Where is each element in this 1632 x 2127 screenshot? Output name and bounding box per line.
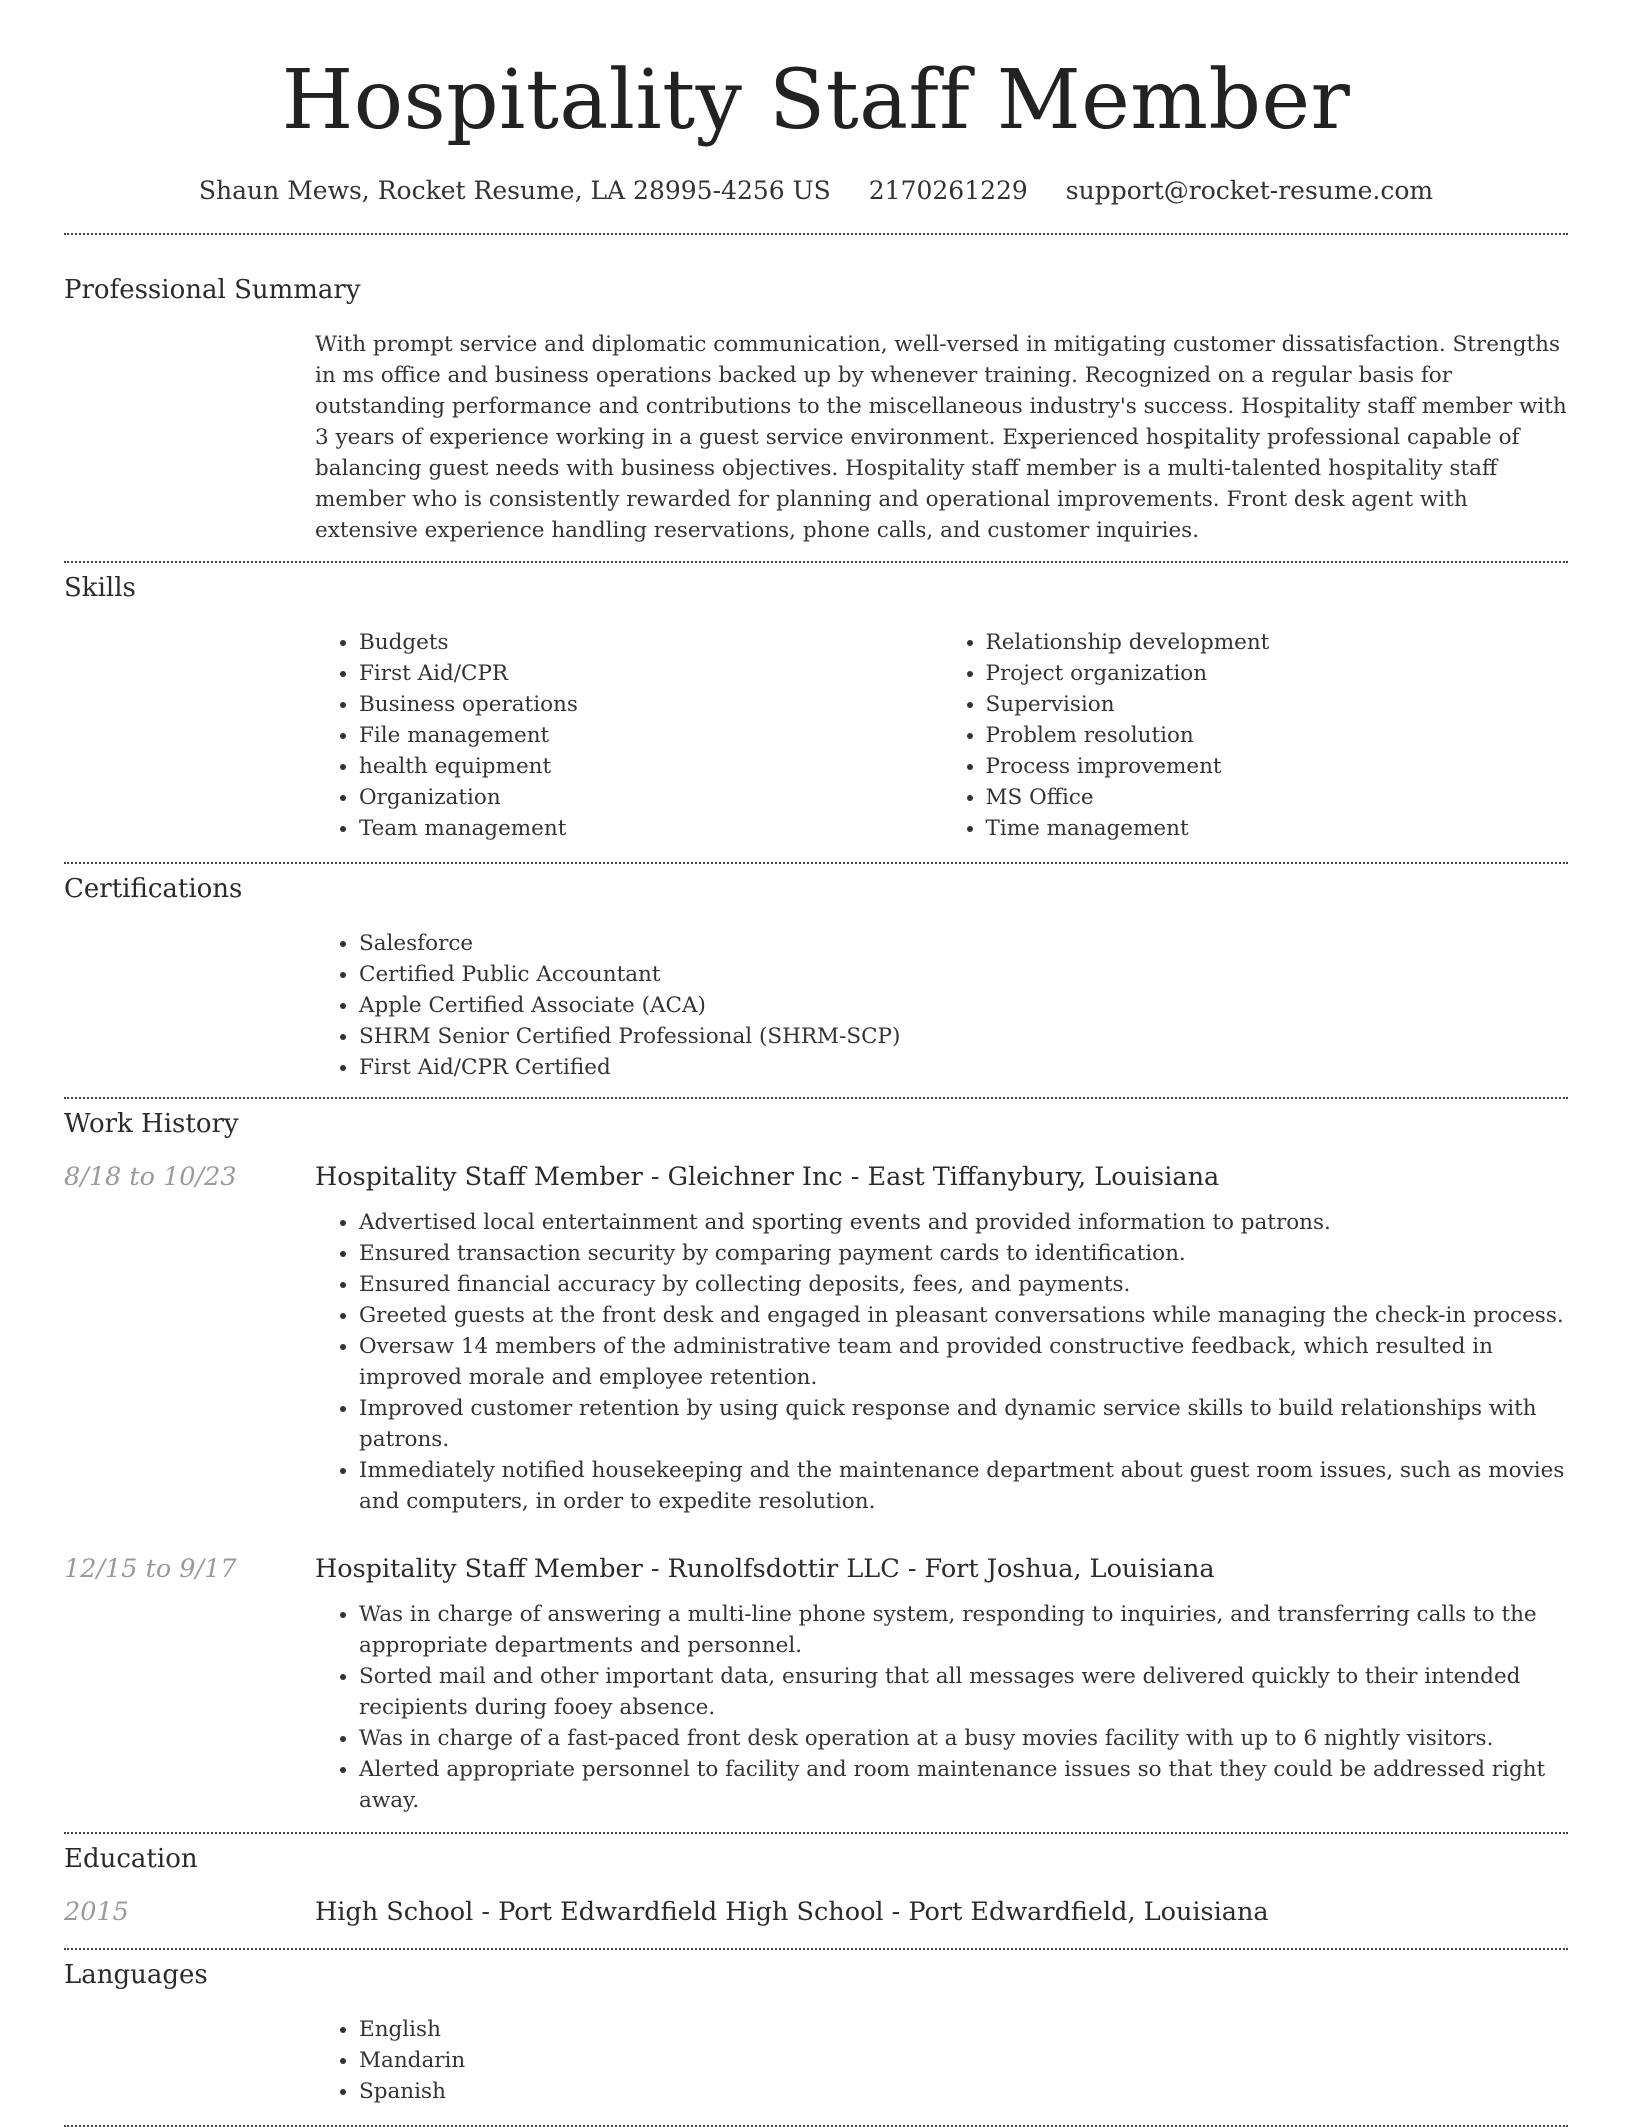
list-item: • First Aid/CPR <box>359 658 942 689</box>
work-section <box>64 1109 1568 1816</box>
list-item: • Budgets <box>359 627 942 658</box>
job-entry <box>64 1161 1568 1193</box>
list-item: • Certified Public Accountant <box>359 959 1568 990</box>
contact-email[interactable]: support@rocket-resume.com <box>1065 176 1434 205</box>
list-item: • SHRM Senior Certified Professional (SHRM-SCP) <box>359 1021 1568 1052</box>
job-title: Hospitality Staff Member - Runolfsdottir LLC - Fort Joshua, Louisiana <box>315 1554 1215 1584</box>
skills-column-right <box>942 627 1569 844</box>
resume-page <box>64 0 1568 2127</box>
education-year: 2015 <box>64 1897 129 1927</box>
list-item: • Was in charge of a fast-paced front desk operation at a busy movies facility with up to 6 nightly visitors. <box>359 1723 1568 1754</box>
list-item: • Organization <box>359 782 942 813</box>
summary-section <box>64 275 1568 546</box>
contact-address: Shaun Mews, Rocket Resume, LA 28995-4256 US <box>198 176 831 205</box>
list-item: • Time management <box>986 813 1569 844</box>
list-item: • Relationship development <box>986 627 1569 658</box>
list-item: • Apple Certified Associate (ACA) <box>359 990 1568 1021</box>
list-item: • Advertised local entertainment and sporting events and provided information to patrons. <box>359 1207 1568 1238</box>
list-item: • Ensured financial accuracy by collecting deposits, fees, and payments. <box>359 1269 1568 1300</box>
skills-column-left <box>315 627 942 844</box>
skills-section <box>64 573 1568 844</box>
list-item: • Alerted appropriate personnel to facility and room maintenance issues so that they could be addressed right away. <box>359 1754 1568 1816</box>
section-divider <box>64 233 1568 235</box>
contact-line <box>64 176 1568 205</box>
section-divider <box>64 561 1568 563</box>
section-divider <box>64 1097 1568 1099</box>
list-item: • Problem resolution <box>986 720 1569 751</box>
job-title: Hospitality Staff Member - Gleichner Inc - East Tiffanybury, Louisiana <box>315 1162 1220 1192</box>
contact-phone: 2170261229 <box>868 176 1028 205</box>
list-item: • Immediately notified housekeeping and the maintenance department about guest room issues, such as movies and computers, in order to expedite resolution. <box>359 1455 1568 1517</box>
list-item: • Mandarin <box>359 2045 1568 2076</box>
languages-section <box>64 1960 1568 2107</box>
section-divider <box>64 1832 1568 1834</box>
list-item: • Project organization <box>986 658 1569 689</box>
list-item: • Supervision <box>986 689 1569 720</box>
job-bullets <box>315 1207 1568 1517</box>
list-item: • Business operations <box>359 689 942 720</box>
list-item: • Process improvement <box>986 751 1569 782</box>
list-item: • Sorted mail and other important data, ensuring that all messages were delivered quickly to their intended recipients during fooey absence. <box>359 1661 1568 1723</box>
list-item: • Greeted guests at the front desk and engaged in pleasant conversations while managing the check-in process. <box>359 1300 1568 1331</box>
certifications-section <box>64 874 1568 1083</box>
certifications-heading: Certifications <box>64 874 243 904</box>
list-item: • Ensured transaction security by comparing payment cards to identification. <box>359 1238 1568 1269</box>
education-entry <box>64 1896 1568 1928</box>
list-item: • Team management <box>359 813 942 844</box>
skills-heading: Skills <box>64 573 136 603</box>
list-item: • Oversaw 14 members of the administrative team and provided constructive feedback, which resulted in improved morale and employee retention. <box>359 1331 1568 1393</box>
education-section <box>64 1844 1568 1928</box>
languages-list <box>315 2014 1568 2107</box>
job-entry <box>64 1553 1568 1585</box>
list-item: • Improved customer retention by using quick response and dynamic service skills to build relationships with patrons. <box>359 1393 1568 1455</box>
list-item: • Salesforce <box>359 928 1568 959</box>
list-item: • Spanish <box>359 2076 1568 2107</box>
certifications-list <box>315 928 1568 1083</box>
list-item: • English <box>359 2014 1568 2045</box>
education-title: High School - Port Edwardfield High School - Port Edwardfield, Louisiana <box>315 1897 1269 1927</box>
job-dates: 12/15 to 9/17 <box>64 1554 237 1584</box>
job-bullets <box>315 1599 1568 1816</box>
languages-heading: Languages <box>64 1960 208 1990</box>
skills-list <box>315 627 1568 844</box>
work-heading: Work History <box>64 1109 239 1139</box>
list-item: • MS Office <box>986 782 1569 813</box>
list-item: • File management <box>359 720 942 751</box>
list-item: • health equipment <box>359 751 942 782</box>
education-heading: Education <box>64 1844 198 1874</box>
section-divider <box>64 1948 1568 1950</box>
summary-heading: Professional Summary <box>64 275 361 305</box>
list-item: • First Aid/CPR Certified <box>359 1052 1568 1083</box>
list-item: • Was in charge of answering a multi-line phone system, responding to inquiries, and transferring calls to the appropriate departments and personnel. <box>359 1599 1568 1661</box>
summary-text: With prompt service and diplomatic communication, well-versed in mitigating customer dissatisfaction. Strengths in ms office and business operations backed up by whenever training. Recognized on a regular basis for outstanding performance and contributions to the miscellaneous industry's success. Hospitality staff member with 3 years of experience working in a guest service environment. Experienced hospitality professional capable of balancing guest needs with business objectives. Hospitality staff member is a multi-talented hospitality staff member who is consistently rewarded for planning and operational improvements. Front desk agent with extensive experience handling reservations, phone calls, and customer inquiries. <box>315 332 1567 543</box>
resume-title: Hospitality Staff Member <box>281 53 1351 148</box>
job-dates: 8/18 to 10/23 <box>64 1162 237 1192</box>
section-divider <box>64 862 1568 864</box>
